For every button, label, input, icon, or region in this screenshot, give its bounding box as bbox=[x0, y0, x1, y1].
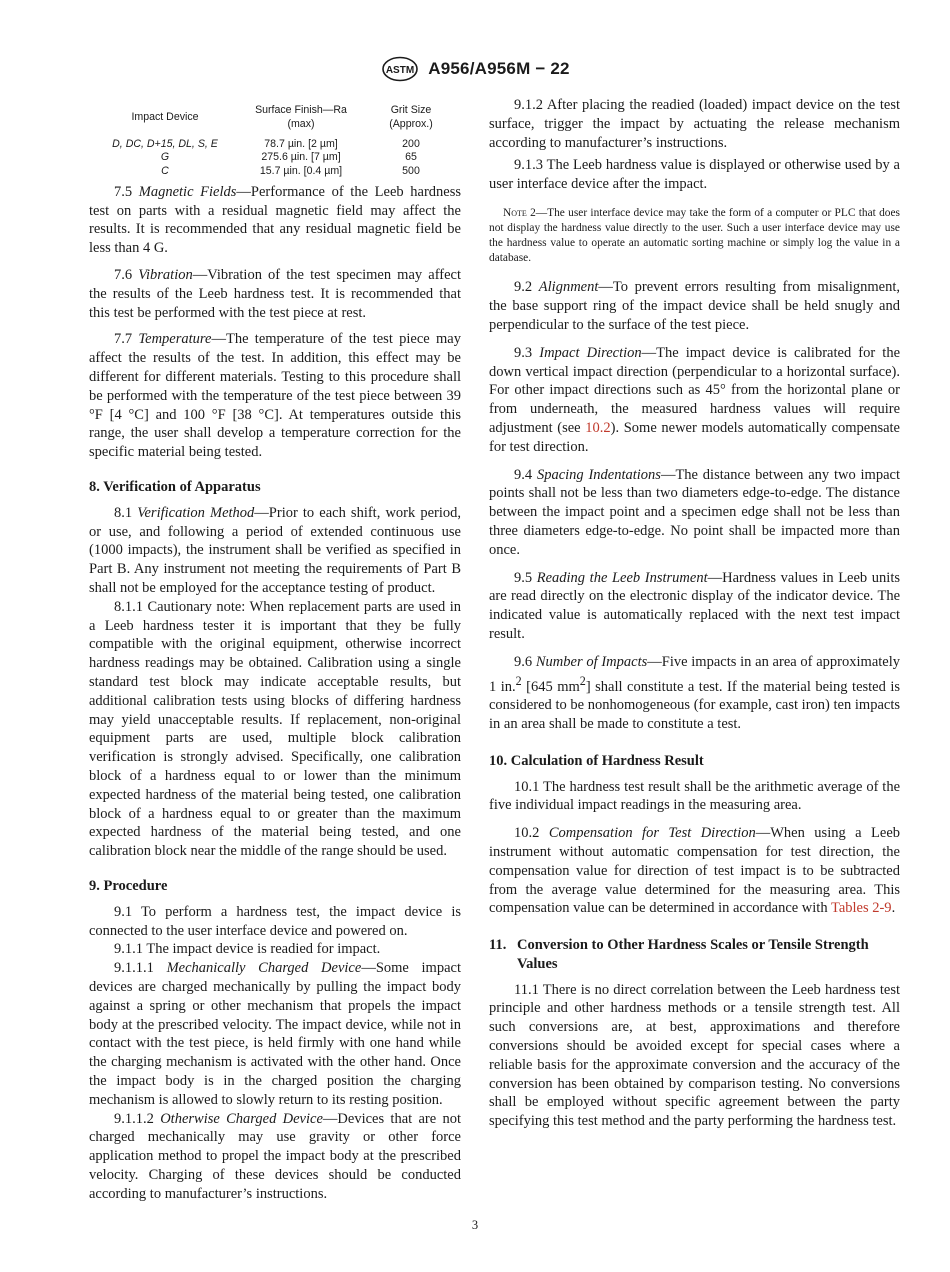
table-header-surface-finish: Surface Finish—Ra (max) bbox=[255, 104, 347, 130]
paragraph-9-1-2: 9.1.2 After placing the readied (loaded) impact device on the test surface, trigger the impact by actuating the release mechanism according to manufacturer’s instructions. bbox=[489, 97, 900, 151]
paragraph-10-1: 10.1 The hardness test result shall be the arithmetic average of the five individual impact readings in the measuring area. bbox=[489, 778, 900, 814]
table-header-grit-size: Grit Size (Approx.) bbox=[389, 104, 433, 130]
left-column bbox=[89, 96, 461, 1204]
reference-link-10-2[interactable]: 10.2 bbox=[585, 419, 611, 436]
table-cell-finish: 275.6 µin. [7 µm] bbox=[261, 151, 341, 164]
right-column bbox=[489, 96, 900, 1131]
paragraph-8-1-1: 8.1.1 Cautionary note: When replacement parts are used in a Leeb hardness tester it is important that they be fully compatible with the original equipment, otherwise incorrect hardness readings may be obtained. Calibration using a single standard test block may indicate acceptable results, but additional calibration tests using blocks of differing hardness may yield unacceptable results. If replacement, non-original equipment parts are used, multiple block calibration verification is strongly advised. Specifically, one calibration block of a hardness equal to or lower than the minimum expected hardness of the material being tested, one calibration block of a hardness equal to or greater than the maximum expected hardness of the material being tested, and one calibration block near the middle of the range should be used. bbox=[89, 598, 461, 860]
table-cell-finish: 15.7 µin. [0.4 µm] bbox=[259, 164, 343, 177]
paragraph-7-5: 7.5 Magnetic Fields—Performance of the Leeb hardness test on parts with a residual magnetic field may affect the results. It is recommended that any residual magnetic field be less than 4 G. bbox=[89, 183, 461, 257]
table-header-row bbox=[89, 96, 461, 138]
section-heading-9: 9. Procedure bbox=[89, 877, 168, 894]
paragraph-9-3: 9.3 Impact Direction—The impact device is calibrated for the down vertical impact direction (perpendicular to a horizontal surface). For other impact directions such as 45° from the horizontal plane or from underneath, the measured hardness values will require adjustment (see 10.2). Some newer models automatically compensate for test direction. bbox=[489, 344, 901, 455]
paragraph-9-1-1-1: 9.1.1.1 Mechanically Charged Device—Some impact devices are charged mechanically by pulling the impact body against a spring or other mechanism that propels the impact body at the prescribed velocity. The impact device, while not in contact with the test piece, is held firmly with one hand while the charging mechanism is activated with the other hand. Once the impact body is in the charged position the charging mechanism is allowed to slowly return to its resting position. bbox=[89, 960, 461, 1108]
paragraph-9-4: 9.4 Spacing Indentations—The distance between any two impact points shall not be less than two diameters edge-to-edge. The distance between the impact point and a specimen edge shall not be less than three diameters edge-to-edge. No point shall be impacted more than once. bbox=[489, 466, 900, 558]
standard-designation: A956/A956M − 22 bbox=[428, 59, 570, 78]
paragraph-7-6: 7.6 Vibration—Vibration of the test specimen may affect the results of the Leeb hardness test. It is recommended that this test be performed with the test piece at rest. bbox=[89, 267, 461, 321]
astm-logo-icon bbox=[380, 56, 420, 82]
logo-text: ASTM bbox=[386, 65, 415, 76]
table-cell-device: D, DC, D+15, DL, S, E bbox=[112, 138, 218, 150]
table-row bbox=[89, 165, 461, 178]
paragraph-9-2: 9.2 Alignment—To prevent errors resulting from misalignment, the base support ring of the impact device shall be held snugly and perpendicular to the surface of the test piece. bbox=[489, 279, 900, 333]
table-cell-device: C bbox=[161, 164, 169, 177]
note-2: Note 2—The user interface device may take the form of a computer or PLC that does not display the hardness value directly to the user. Such a user interface device may use the hardness value to operate an automatic sorting machine or simply log the value in a database. bbox=[489, 206, 900, 265]
paragraph-9-6: 9.6 Number of Impacts—Five impacts in an area of approximately 1 in.$^2$ [645 $mm^2$] shall constitute a test. If the material being tested is considered to be nonhomogeneous (for example, cast iron) ten impacts in an area shall be made to constitute a test. bbox=[489, 653, 901, 732]
paragraph-8-1: 8.1 Verification Method—Prior to each shift, work period, or use, and following a period of extended continuous use (1000 impacts), the instrument shall be verified as specified in Part B. Any instrument not meeting the requirements of Part B shall not be employed for the acceptance testing of product. bbox=[89, 504, 462, 597]
table-cell-grit: 500 bbox=[402, 164, 420, 177]
table-cell-device: G bbox=[160, 151, 170, 164]
page-header bbox=[0, 56, 950, 82]
paragraph-9-1-1: 9.1.1 The impact device is readied for impact. bbox=[114, 941, 381, 958]
paragraph-9-1-1-2: 9.1.1.2 Otherwise Charged Device—Devices that are not charged mechanically may use gravity or other force application method to propel the impact body at the prescribed velocity. Charging of these devices should be conducted according to manufacturer’s instructions. bbox=[89, 1110, 462, 1202]
table-cell-finish: 78.7 µin. [2 µm] bbox=[264, 138, 338, 150]
table-cell-grit: 65 bbox=[405, 151, 417, 164]
paragraph-9-5: 9.5 Reading the Leeb Instrument—Hardness values in Leeb units are read directly on the electronic display of the indicator device. The indicated value is automatically replaced with the next test impact result. bbox=[489, 569, 900, 642]
paragraph-7-7: 7.7 Temperature—The temperature of the test piece may affect the results of the test. In addition, this effect may be different for different materials. Testing to this procedure shall be performed with the temperature of the test piece between 39 °F [4 °C] and 100 °F [38 °C]. At temperatures outside this range, the user shall develop a temperature correction for the specific material being tested. bbox=[89, 331, 461, 461]
reference-link-tables-2-9[interactable]: Tables 2-9 bbox=[830, 900, 892, 917]
section-heading-11: 11. Conversion to Other Hardness Scales or Tensile Strength Values bbox=[489, 937, 869, 972]
section-heading-10: 10. Calculation of Hardness Result bbox=[489, 752, 704, 769]
surface-finish-table bbox=[89, 96, 461, 178]
paragraph-9-1-3: 9.1.3 The Leeb hardness value is displayed or otherwise used by a user interface device after the impact. bbox=[489, 157, 900, 193]
table-row bbox=[89, 151, 461, 164]
table-header-impact-device: Impact Device bbox=[131, 111, 199, 123]
paragraph-11-1: 11.1 There is no direct correlation between the Leeb hardness test principle and other hardness methods or a tensile strength test. All such conversions are, at best, approximations and therefore conversions should be avoided except for special cases where a reliable basis for the approximate conversion and the accuracy of the conversion has been obtained by comparison testing. No conversions shall be employed without specific agreement between the party specifying this test method and the party performing the hardness test. bbox=[489, 981, 900, 1130]
table-cell-grit: 200 bbox=[402, 138, 420, 150]
paragraph-9-1: 9.1 To perform a hardness test, the impact device is connected to the user interface device and powered on. bbox=[89, 903, 461, 939]
page-number: 3 bbox=[471, 1218, 479, 1232]
table-row bbox=[89, 138, 461, 151]
section-heading-8: 8. Verification of Apparatus bbox=[89, 479, 261, 496]
paragraph-10-2: 10.2 Compensation for Test Direction—When using a Leeb instrument without automatic compensation for test direction, the compensation value for direction of test impact is to be subtracted from the average value determined for the measuring area. This compensation value can be determined in accordance with Tables 2-9. bbox=[489, 825, 901, 917]
